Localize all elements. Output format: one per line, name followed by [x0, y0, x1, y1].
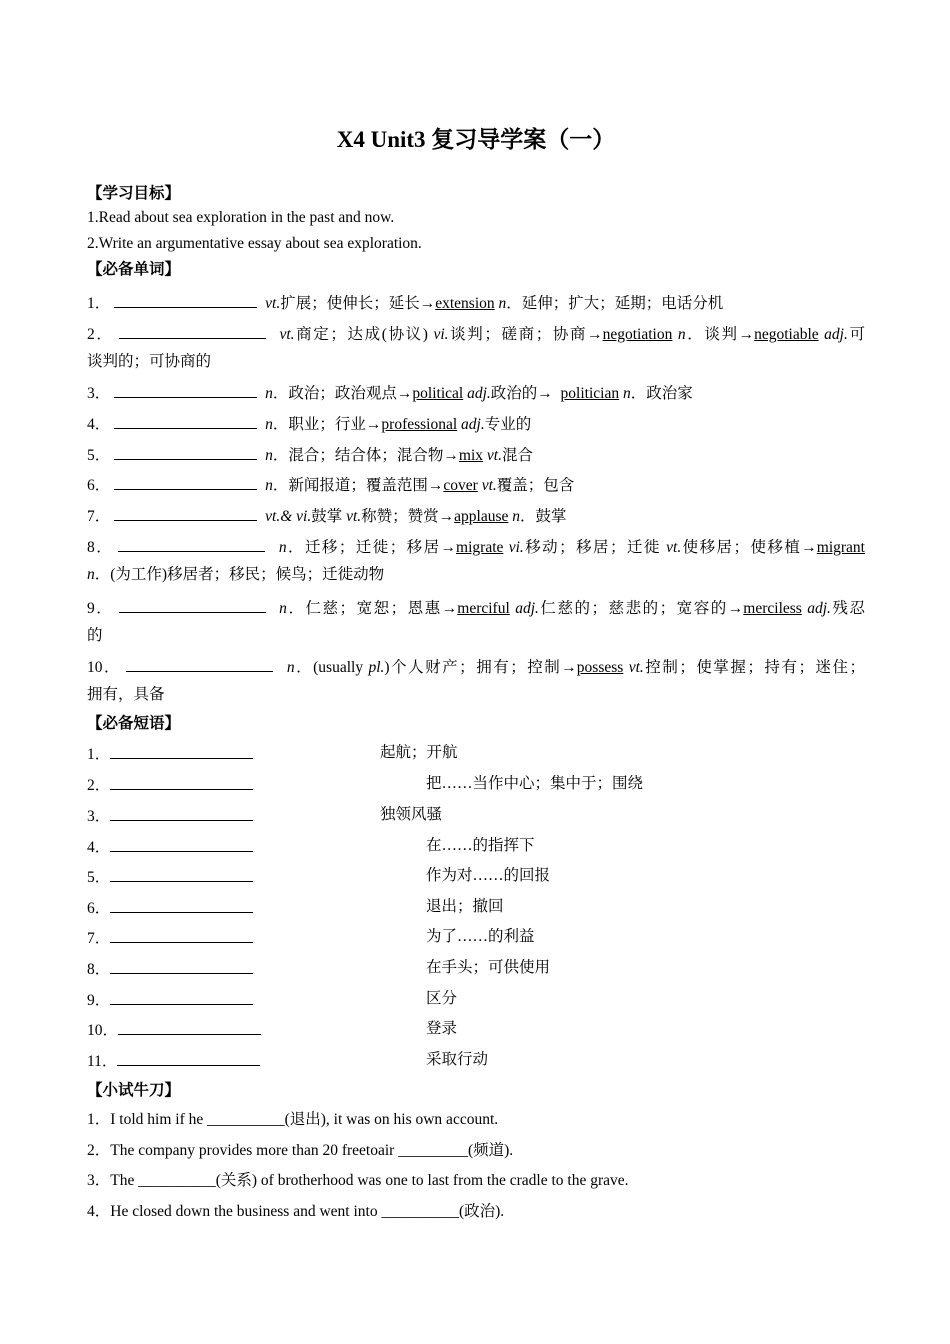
- goal-item: 2.Write an argumentative essay about sea exploration.: [87, 235, 422, 252]
- practice-item: 3．The __________(关系) of brotherhood was one to last from the cradle to the grave.: [87, 1172, 629, 1189]
- phrase-item: [87, 865, 261, 889]
- definition: 扩展；使伸长；延长→: [280, 295, 436, 312]
- item-number: 11．: [87, 1053, 118, 1070]
- section-heading-words: 【必备单词】: [87, 261, 181, 278]
- definition: ．谈判→: [685, 326, 755, 343]
- item-number: 9．: [87, 600, 114, 617]
- definition: 控制；使掌握；持有；迷住；: [643, 659, 866, 676]
- part-of-speech: vt.: [477, 477, 497, 494]
- phrase-meaning: 退出；撤回: [426, 898, 504, 915]
- phrase-item: [87, 804, 261, 828]
- item-number: 10．: [87, 659, 122, 676]
- word-item: [87, 596, 865, 620]
- part-of-speech: adj.: [509, 600, 539, 617]
- part-of-speech: vt.: [483, 447, 502, 464]
- part-of-speech: adj.: [457, 416, 485, 433]
- practice-item: 1．I told him if he __________(退出), it was on his own account.: [87, 1111, 499, 1128]
- phrase-meaning: 把……当作中心；集中于；围绕: [426, 775, 644, 792]
- part-of-speech: vt.: [346, 508, 362, 525]
- answer-blank[interactable]: [114, 412, 257, 429]
- definition: 政治的→: [490, 385, 557, 402]
- derived-word: migrant: [816, 539, 865, 556]
- definition: ．(为工作)移居者；移民；候鸟；迁徙动物: [94, 566, 385, 583]
- derived-word: mix: [458, 447, 484, 464]
- definition: ．鼓掌: [520, 508, 567, 525]
- definition: ．延伸；扩大；延期；电话分机: [506, 295, 724, 312]
- word-item: [87, 504, 567, 528]
- definition: 专业的: [484, 416, 532, 433]
- answer-blank[interactable]: [110, 804, 253, 821]
- answer-blank[interactable]: [114, 381, 257, 398]
- definition: 仁慈的；慈悲的；宽容的→: [538, 600, 744, 617]
- part-of-speech: pl.: [368, 659, 385, 676]
- part-of-speech: n: [672, 326, 686, 343]
- answer-blank[interactable]: [110, 988, 253, 1005]
- part-of-speech: vi.: [503, 539, 524, 556]
- part-of-speech: n: [619, 385, 631, 402]
- part-of-speech: n: [286, 659, 295, 676]
- phrase-item: [87, 1049, 268, 1073]
- item-number: 8．: [87, 961, 111, 978]
- answer-blank[interactable]: [110, 742, 253, 759]
- answer-blank[interactable]: [110, 926, 253, 943]
- answer-blank[interactable]: [126, 655, 273, 672]
- item-number: 5．: [87, 447, 111, 464]
- answer-blank[interactable]: [117, 1049, 260, 1066]
- part-of-speech: vt.: [623, 659, 644, 676]
- part-of-speech: n: [494, 295, 507, 312]
- item-number: 8．: [87, 539, 114, 556]
- word-item: [87, 291, 723, 315]
- item-number: 9．: [87, 992, 111, 1009]
- item-number: 3．: [87, 385, 111, 402]
- part-of-speech: adj.: [463, 385, 491, 402]
- item-number: 4．: [87, 839, 111, 856]
- derived-word: possess: [576, 659, 624, 676]
- answer-blank[interactable]: [110, 896, 253, 913]
- derived-word: professional: [381, 416, 458, 433]
- item-number: 7．: [87, 930, 111, 947]
- part-of-speech: n: [278, 539, 287, 556]
- part-of-speech: vt.: [265, 295, 281, 312]
- item-number: 2．: [87, 777, 111, 794]
- answer-blank[interactable]: [110, 957, 253, 974]
- part-of-speech: vt.: [279, 326, 295, 343]
- answer-blank[interactable]: [119, 596, 266, 613]
- derived-word: cover: [443, 477, 478, 494]
- part-of-speech: adj.: [818, 326, 848, 343]
- answer-blank[interactable]: [118, 1018, 261, 1035]
- phrase-item: [87, 926, 261, 950]
- section-heading-phrases: 【必备短语】: [87, 715, 181, 732]
- phrase-meaning: 在手头；可供使用: [426, 959, 551, 976]
- phrase-item: [87, 896, 261, 920]
- answer-blank[interactable]: [119, 322, 266, 339]
- part-of-speech: n: [265, 447, 273, 464]
- word-item: [87, 381, 693, 405]
- answer-blank[interactable]: [114, 443, 257, 460]
- part-of-speech: n: [87, 566, 95, 583]
- definition: 混合: [501, 447, 533, 464]
- part-of-speech: n: [279, 600, 287, 617]
- word-item-continuation: 拥有，具备: [87, 686, 165, 703]
- practice-item: 2．The company provides more than 20 freetoair _________(频道).: [87, 1142, 514, 1159]
- derived-word: migrate: [456, 539, 504, 556]
- phrase-item: [87, 1018, 269, 1042]
- word-item: [87, 473, 574, 497]
- phrase-meaning: 在……的指挥下: [426, 837, 535, 854]
- phrase-meaning: 独领风骚: [380, 806, 443, 823]
- definition: ．仁慈；宽恕；恩惠→: [286, 600, 458, 617]
- definition: 移动；移居；迁徙: [523, 539, 667, 556]
- part-of-speech: vi.: [433, 326, 449, 343]
- definition: ．职业；行业→: [272, 416, 382, 433]
- item-number: 4．: [87, 416, 111, 433]
- item-number: 6．: [87, 477, 111, 494]
- item-number: 1．: [87, 295, 111, 312]
- word-item: [87, 443, 533, 467]
- definition: ．迁移；迁徙；移居→: [286, 539, 457, 556]
- word-item: [87, 322, 865, 346]
- derived-word: negotiation: [602, 326, 673, 343]
- part-of-speech: vt.: [666, 539, 682, 556]
- item-number: 6．: [87, 900, 111, 917]
- word-item-continuation: 的: [87, 627, 103, 644]
- derived-word: negotiable: [754, 326, 819, 343]
- item-number: 7．: [87, 508, 111, 525]
- word-item-continuation: 谈判的；可协商的: [87, 353, 212, 370]
- phrase-item: [87, 988, 261, 1012]
- definition: 覆盖；包含: [496, 477, 575, 494]
- section-heading-practice: 【小试牛刀】: [87, 1082, 181, 1099]
- definition: 商定；达成(协议): [294, 326, 434, 343]
- part-of-speech: n: [265, 416, 273, 433]
- phrase-meaning: 为了……的利益: [426, 928, 535, 945]
- definition: ．政治家: [630, 385, 693, 402]
- phrase-item: [87, 773, 261, 797]
- word-item: [87, 655, 865, 679]
- answer-blank[interactable]: [114, 291, 257, 308]
- definition: 可: [847, 326, 865, 343]
- word-item: [87, 535, 865, 559]
- answer-blank[interactable]: [118, 535, 265, 552]
- goal-item: 1.Read about sea exploration in the past and now.: [87, 209, 395, 226]
- phrase-meaning: 区分: [426, 990, 458, 1007]
- phrase-item: [87, 742, 261, 766]
- answer-blank[interactable]: [114, 504, 257, 521]
- item-number: 2．: [87, 326, 114, 343]
- definition: 使移居；使移植→: [681, 539, 817, 556]
- derived-word: political: [412, 385, 464, 402]
- answer-blank[interactable]: [110, 773, 253, 790]
- definition: ．政治；政治观点→: [272, 385, 413, 402]
- phrase-meaning: 作为对……的回报: [426, 867, 551, 884]
- item-number: 1．: [87, 746, 111, 763]
- item-number: 3．: [87, 808, 111, 825]
- phrase-item: [87, 835, 261, 859]
- answer-blank[interactable]: [114, 473, 257, 490]
- answer-blank[interactable]: [110, 865, 253, 882]
- definition: ．混合；结合体；混合物→: [272, 447, 459, 464]
- word-item-continuation: [87, 564, 384, 586]
- derived-word: applause: [454, 508, 509, 525]
- practice-item: 4．He closed down the business and went into __________(政治).: [87, 1203, 505, 1220]
- derived-word: merciful: [457, 600, 510, 617]
- phrase-item: [87, 957, 261, 981]
- definition: )个人财产；拥有；控制→: [384, 659, 577, 676]
- part-of-speech: n: [265, 385, 273, 402]
- definition: 谈判；磋商；协商→: [448, 326, 603, 343]
- part-of-speech: adj.: [801, 600, 831, 617]
- phrase-meaning: 采取行动: [426, 1051, 489, 1068]
- derived-word: politician: [560, 385, 620, 402]
- page-title: X4 Unit3 复习导学案（一）: [336, 127, 616, 152]
- definition: 鼓掌: [311, 508, 347, 525]
- answer-blank[interactable]: [110, 835, 253, 852]
- phrase-meaning: 起航；开航: [380, 744, 458, 761]
- definition: ．新闻报道；覆盖范围→: [272, 477, 444, 494]
- item-number: 5．: [87, 869, 111, 886]
- part-of-speech: vt.& vi.: [265, 508, 312, 525]
- definition: ．(usually: [294, 659, 369, 676]
- phrase-meaning: 登录: [426, 1020, 458, 1037]
- section-heading-goals: 【学习目标】: [87, 185, 181, 202]
- derived-word: merciless: [743, 600, 802, 617]
- definition: 称赞；赞赏→: [361, 508, 455, 525]
- part-of-speech: n: [265, 477, 273, 494]
- item-number: 10．: [87, 1022, 119, 1039]
- part-of-speech: n: [508, 508, 521, 525]
- definition: 残忍: [830, 600, 865, 617]
- derived-word: extension: [435, 295, 495, 312]
- word-item: [87, 412, 531, 436]
